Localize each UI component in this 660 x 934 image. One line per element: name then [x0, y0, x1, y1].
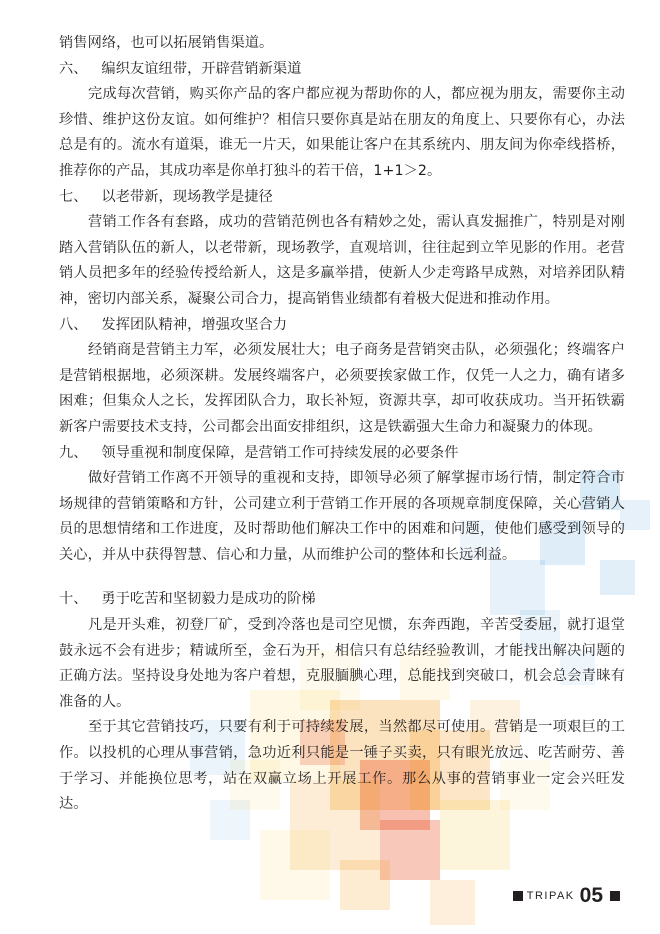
body-paragraph: 做好营销工作离不开领导的重视和支持，即领导必须了解掌握市场行情，制定符合市场规律的营销策略和方针，公司建立利于营销工作开展的各项规章制度保障，关心营销人员的思想情绪和工作进度，及时帮助他们解决工作中的困难和问题，使他们感受到领导的关心，并从中获得智慧、信心和力量，从而维护公司的整体和长远利益。 [59, 470, 625, 563]
section-heading: 七、 以老带新，现场教学是捷径 [59, 188, 273, 205]
section-heading: 六、 编织友谊纽带，开辟营销新渠道 [59, 60, 302, 77]
square-bullet-icon [513, 891, 523, 901]
paragraph-spacer [59, 568, 625, 587]
square-bullet-icon [610, 891, 620, 901]
body-paragraph: 完成每次营销，购买你产品的客户都应视为帮助你的人，都应视为朋友，需要你主动珍惜、维护这份友谊。如何维护？相信只要你真是站在朋友的角度上、只要你有心，办法总是有的。流水有道渠，谁无一片天，如果能让客户在其系统内、朋友间为你牵线搭桥，推荐你的产品，其成功率是你单打独斗的若干倍，1+1＞2。 [59, 86, 625, 179]
page-number: 05 [579, 884, 603, 907]
section-heading: 八、 发挥团队精神，增强攻坚合力 [59, 316, 288, 333]
section-heading: 九、 领导重视和制度保障，是营销工作可持续发展的必要条件 [59, 444, 459, 461]
body-paragraph: 至于其它营销技巧，只要有利于可持续发展，当然都尽可使用。营销是一项艰巨的工作。以投机的心理从事营销，急功近利只能是一锤子买卖，只有眼光放远、吃苦耐劳、善于学习、并能换位思考，站在双赢立场上开展工作。那么从事的营销事业一定会兴旺发达。 [59, 719, 625, 813]
decorative-tile [430, 880, 475, 925]
section-heading: 十、 勇于吃苦和坚韧毅力是成功的阶梯 [59, 591, 316, 608]
body-paragraph: 销售网络，也可以拓展销售渠道。 [59, 35, 274, 51]
article-body [59, 31, 625, 818]
body-paragraph: 经销商是营销主力军，必须发展壮大；电子商务是营销突击队，必须强化；终端客户是营销根据地，必须深耕。发展终端客户，必须要挨家做工作，仅凭一人之力，确有诸多困难；但集众人之长，发挥团队合力，取长补短，资源共享，却可收获成功。当开拓铁霸新客户需要技术支持，公司都会出面安排组织，这是铁霸强大生命力和凝聚力的体现。 [59, 342, 625, 435]
decorative-tile [260, 830, 330, 900]
body-paragraph: 凡是开头难，初登厂矿，受到冷落也是司空见惯，东奔西跑，辛苦受委屈，就打退堂鼓永远不会有进步；精诚所至，金石为开，相信只有总结经验教训，才能找出解决问题的正确方法。坚持设身处地为客户着想，克服腼腆心理，总能找到突破口，机会总会青睐有准备的人。 [59, 617, 625, 710]
page-footer [513, 884, 620, 908]
footer-brand: TRIPAK [526, 890, 575, 902]
decorative-tile [340, 860, 390, 910]
body-paragraph: 营销工作各有套路，成功的营销范例也各有精妙之处，需认真发掘推广，特别是对刚踏入营销队伍的新人，以老带新，现场教学，直观培训，往往起到立竿见影的作用。老营销人员把多年的经验传授给新人，这是多赢举措，使新人少走弯路早成熟，对培养团队精神，密切内部关系，凝聚公司合力，提高销售业绩都有着极大促进和推动作用。 [59, 214, 625, 307]
